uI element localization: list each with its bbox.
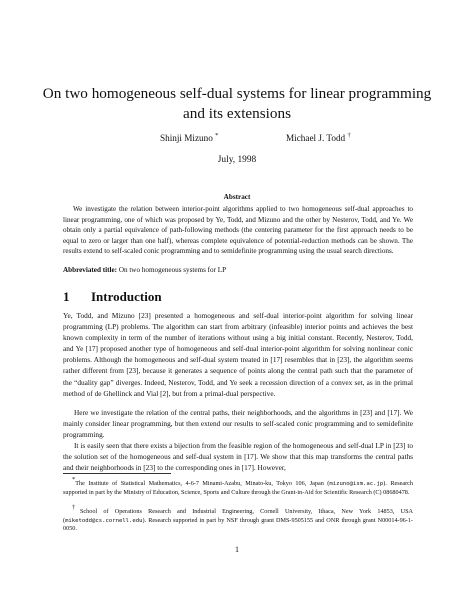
author-footnote-mark: * <box>215 132 219 139</box>
footnote-mark: † <box>72 504 80 511</box>
section-title: Introduction <box>91 289 162 304</box>
intro-paragraph-1: Ye, Todd, and Mizuno [23] presented a homogeneous and self-dual interior-point algorithm for solving linear programming (LP) problems. The algorithm can start from arbitrary (infeasible) interior points and achieves the best known complexity in term of the number of iterations without using a big initial constant. Recently, Nesterov, Todd, and Ye [17] proposed another type of homogeneous and self-dual interior-point algorithm for solving nonlinear conic problems. Although the homogeneous and self-dual system treated in [17] resembles that in [23], the algorithm seems rather different from [23], because it generates a sequence of points along the central path such that the parameter of the “duality gap” diverges. Indeed, Nesterov, Todd, and Ye seek a recession direction of a convex set, as in the primal method of de Ghellinck and Vial [2], but from a primal-dual perspective. <box>63 311 413 398</box>
paper-title: On two homogeneous self-dual systems for linear programming and its extensions <box>42 85 432 122</box>
footnote-mark: * <box>72 476 76 483</box>
intro-paragraph-3: It is easily seen that there exists a bijection from the feasible region of the homogeneous and self-dual LP in [23] to the solution set of the homogeneous and self-dual system in [17]. We show that this map transforms the central paths and their neighborhoods in [23] to the corresponding ones in [17]. However, <box>63 441 413 473</box>
abbreviated-title-text: On two homogeneous systems for LP <box>118 266 227 274</box>
footnote-email: mizuno@ism.ac.jp <box>329 481 384 487</box>
footnote-email: miketodd@cs.cornell.edu <box>65 517 143 524</box>
author-name: Michael J. Todd <box>286 133 346 143</box>
author-todd <box>286 132 351 143</box>
paper-date: July, 1998 <box>217 155 257 165</box>
footnote-rule <box>63 473 171 474</box>
footnote-text: School of Operations Research and Industrial Engineering, Cornell University, Ithaca, New York 14853, USA ( <box>63 508 413 524</box>
author-footnote-mark: † <box>347 132 351 139</box>
author-mizuno <box>160 132 218 143</box>
abstract-heading: Abstract <box>223 193 251 201</box>
intro-paragraph-2: Here we investigate the relation of the central paths, their neighborhoods, and the algorithms in [23] and [17]. We mainly consider linear programming, but then extend our results to self-scaled conic programming and to semidefinite programming. <box>63 408 413 440</box>
section-heading <box>63 289 162 305</box>
abstract-body: We investigate the relation between interior-point algorithms applied to two homogeneous self-dual approaches to linear programming, one of which was proposed by Ye, Todd, and Mizuno and the other by Nesterov, Todd, and Ye. We obtain only a partial equivalence of path-following methods (the centering parameter for the first approach needs to be equal to zero or larger than one half), whereas complete equivalence of potential-reduction methods can be shown. The results extend to self-scaled conic programming and to semidefinite programming using the usual search directions. <box>63 205 413 256</box>
abbreviated-title-label: Abbreviated title: <box>63 266 118 274</box>
section-number: 1 <box>63 289 70 304</box>
footnote-text: The Institute of Statistical Mathematics, 4-6-7 Minami-Azabu, Minato-ku, Tokyo 106, Japan ( <box>75 480 330 487</box>
footnote-1 <box>63 476 413 497</box>
footnote-text: ). Research supported in part by the Ministry of Education, Science, Sports and Culture through the Grant-in-Aid for Scientific Research (C) 08680478. <box>63 480 413 496</box>
footnote-text: ). Research supported in part by NSF through grant DMS-9505155 and ONR through grant N00014-96-1-0050. <box>63 516 413 533</box>
abbreviated-title <box>63 266 413 274</box>
page-number: 1 <box>235 545 239 554</box>
footnote-2 <box>63 504 413 534</box>
author-name: Shinji Mizuno <box>160 133 213 143</box>
